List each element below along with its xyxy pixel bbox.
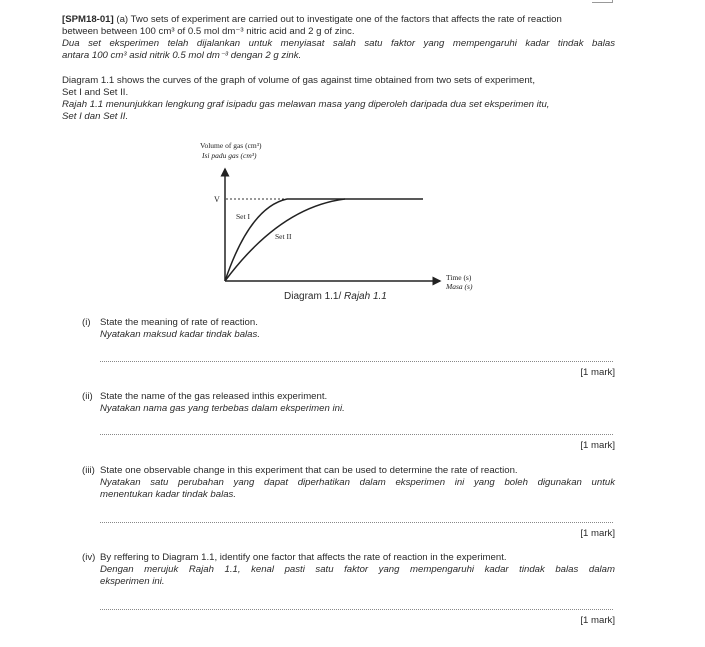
caption-ms: Rajah 1.1 [344,291,387,302]
answer-line[interactable] [100,609,613,610]
x-axis-label: Time (s) [446,273,472,282]
question-number: (ii) [82,391,93,402]
question-code: [SPM18-01] [62,14,114,25]
diagram-desc: Diagram 1.1 shows the curves of the graph of volume of gas against time obtained from two sets of experiment, [62,75,535,86]
answer-line[interactable] [100,522,613,523]
diagram-caption [284,291,387,303]
question-text-ms: Nyatakan nama gas yang terbebas dalam eksperimen ini. [100,403,345,414]
page-corner-mark [592,0,613,3]
mark-label: [1 mark] [580,528,615,539]
mark-label: [1 mark] [580,615,615,626]
diagram-graph [190,135,490,295]
question-text: State the meaning of rate of reaction. [100,317,258,328]
question-text: State one observable change in this experiment that can be used to determine the rate of reaction. [100,465,518,476]
set-1-label: Set I [236,212,250,221]
mark-label: [1 mark] [580,440,615,451]
question-text-ms: Nyatakan maksud kadar tindak balas. [100,329,260,340]
diagram-desc-ms: Rajah 1.1 menunjukkan lengkung graf isipadu gas melawan masa yang diperoleh daripada dua set eksperimen itu, [62,99,550,110]
question-text-ms: menentukan kadar tindak balas. [100,489,236,500]
set-2-label: Set II [275,232,292,241]
question-text-ms: Dengan merujuk Rajah 1.1, kenal pasti satu faktor yang mempengaruhi kadar tindak balas dalam [100,564,615,575]
question-number: (iii) [82,465,95,476]
y-axis-label: Volume of gas (cm³) [200,141,262,150]
question-number: (i) [82,317,91,328]
intro-line: between between 100 cm³ of 0.5 mol dm⁻³ nitric acid and 2 g of zinc. [62,26,355,37]
question-number: (iv) [82,552,96,563]
question-text: By reffering to Diagram 1.1, identify one factor that affects the rate of reaction in the experiment. [100,552,507,563]
diagram-desc-ms: Set I dan Set II. [62,111,129,122]
intro-line-ms: antara 100 cm³ asid nitrik 0.5 mol dm⁻³ dengan 2 g zink. [62,50,302,61]
intro-line [62,14,562,26]
diagram-desc: Set I and Set II. [62,87,129,98]
answer-line[interactable] [100,361,613,362]
answer-line[interactable] [100,434,613,435]
y-axis-label-ms: Isi padu gas (cm³) [202,151,257,160]
intro-text: (a) Two sets of experiment are carried out to investigate one of the factors that affects the rate of reaction [113,14,562,25]
question-text: State the name of the gas released inthis experiment. [100,391,328,402]
intro-line-ms: Dua set eksperimen telah dijalankan untuk menyiasat salah satu faktor yang mempengaruhi kadar tindak balas [62,38,615,49]
caption-en: Diagram 1.1/ [284,291,345,302]
mark-label: [1 mark] [580,367,615,378]
question-text-ms: Nyatakan satu perubahan yang dapat diperhatikan dalam eksperimen ini yang boleh digunakan untuk [100,477,615,488]
question-text-ms: eksperimen ini. [100,576,165,587]
x-axis-label-ms: Masa (s) [446,282,473,291]
v-label: V [214,195,220,204]
